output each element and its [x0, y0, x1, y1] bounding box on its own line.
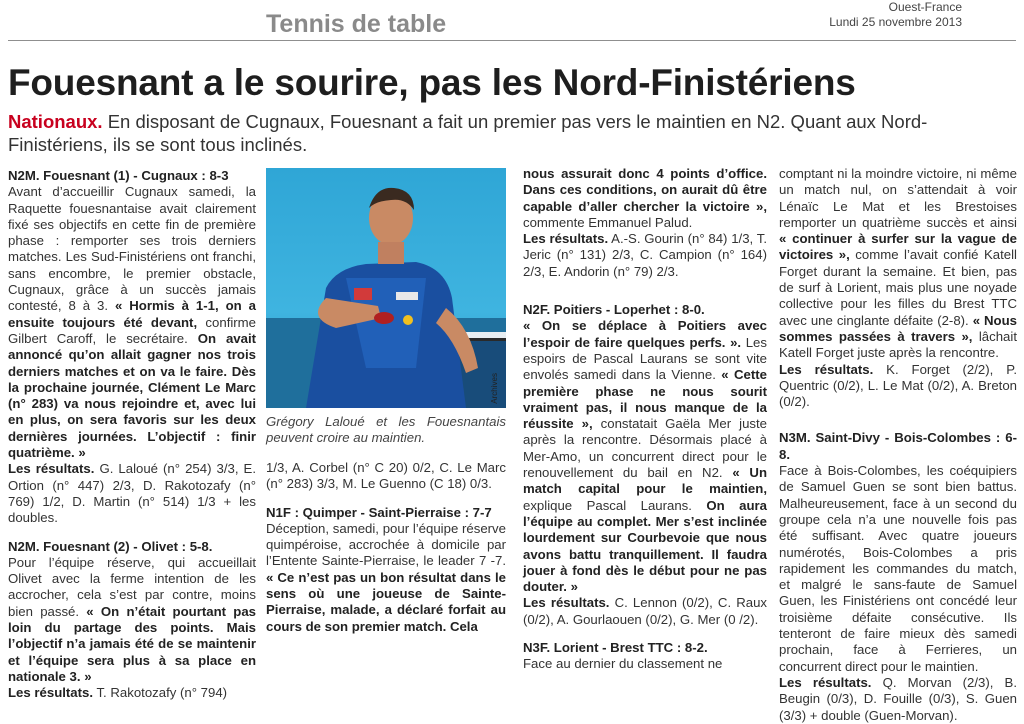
paragraph: Pour l’équipe réserve, qui accueillait Olivet avec la ferme intention de les accrocher, cela s’est par contre, moins bien passé. « On n’était pourtant pas loin du partage des points. Mais l’objectif n’a jamais été de se maintenir et l’équipe sera plus à sa place en nationale 3. » [8, 554, 256, 684]
header-rule [8, 40, 1016, 41]
newspaper-info [829, 0, 962, 30]
publication-date: Lundi 25 novembre 2013 [829, 15, 962, 29]
results: Les résultats. C. Lennon (0/2), C. Raux (0/2), A. Gourlaouen (0/2), G. Mer (0 /2). [523, 595, 768, 627]
match-title: N1F : Quimper - Saint-Pierraise : 7-7 [266, 504, 492, 520]
column-1 [8, 168, 256, 702]
match-title: N2M. Fouesnant (1) - Cugnaux : 8-3 [8, 168, 229, 183]
match-title: N2F. Poitiers - Loperhet : 8-0. [523, 302, 705, 318]
paragraph: nous assurait donc 4 points d’office. Dans ces conditions, on aurait dû être capable d’aller chercher la victoire », commente Emmanuel Palud. [523, 166, 767, 230]
photo-caption: Grégory Laloué et les Fouesnantais peuvent croire au maintien. [266, 414, 506, 445]
column-2 [266, 168, 506, 635]
article-headline: Fouesnant a le sourire, pas les Nord-Finistériens [8, 62, 856, 103]
results: Les résultats. K. Forget (2/2), P. Quentric (0/2), L. Le Mat (0/2), A. Breton (0/2). [779, 361, 1017, 410]
paragraph: « On se déplace à Poitiers avec l’espoir de faire quelques perfs. ». Les espoirs de Pascal Laurans se sont vite envolés samedi dans la Vienne. « Cette première phase ne nous sourit vraiment pas, il nous manque de la réussite », constatait Gaëla Mer juste après la rencontre. Désormais placé à Mer-Amo, un concurrent direct pour le renouvellement du bail en N2. « Un match capital pour le maintien, explique Pascal Laurans. On aura l’équipe au complet. Mer s’est inclinée lourdement sur Courbevoie que nous avons battu tranquillement. Il faudra jouer à fond dès le début pour ne pas douter. » [523, 318, 768, 595]
intro-text: En disposant de Cugnaux, Fouesnant a fait un premier pas vers le maintien en N2. Quant aux Nord-Finistériens, ils se sont tous inclinés. [8, 111, 928, 155]
paragraph: comptant ni la moindre victoire, ni même un match nul, on s’attendait à voir Lénaïc Le Mat et les Brestoises remporter un quatrième succès et ainsi « continuer à surfer sur la vague de victoires », comme l’avait confié Katell Forget durant la semaine. Et bien, pas de surf à Lorient, mais plus une noyade collective pour les filles du Brest TTC avec une cinglante défaite (2-8). « Nous sommes passées à travers », lâchait Katell Forget juste après la rencontre. [779, 166, 1018, 361]
results: Les résultats. A.-S. Gourin (n° 84) 1/3, T. Jeric (n° 131) 2/3, C. Campion (n° 164) 2/3, E. Andorin (n° 79) 2/3. [523, 231, 767, 279]
intro-kicker: Nationaux. [8, 111, 103, 132]
match-title: N3F. Lorient - Brest TTC : 8-2. [523, 640, 708, 656]
article-intro [8, 110, 1008, 156]
paragraph: Déception, samedi, pour l’équipe réserve quimpéroise, accrochée à domicile par l’Entente Sainte-Pierraise, le leader 7 -7. « Ce n’est pas un bon résultat dans le sens où une joueuse de Sainte-Pierraise, malade, a déclaré forfait au cours de son premier match. Cela [266, 520, 506, 634]
photo-illustration [266, 168, 506, 408]
results: Les résultats. Q. Morvan (2/3), B. Beugin (0/3), D. Fouille (0/3), S. Guen (3/3) + double (Guen-Morvan). [779, 674, 1017, 723]
column-4 [779, 166, 1017, 724]
column-3 [523, 166, 767, 673]
newspaper-name: Ouest-France [888, 0, 962, 14]
player-photo [266, 168, 506, 408]
match-title: N3M. Saint-Divy - Bois-Colombes : 6-8. [779, 430, 1017, 462]
results: Les résultats. G. Laloué (n° 254) 3/3, E. Ortion (n° 447) 2/3, D. Rakotozafy (n° 769) 1/2, D. Martin (n° 514) 1/3 + les doubles. [8, 461, 256, 526]
section-title: Tennis de table [266, 10, 447, 38]
paragraph: Face au dernier du classement ne [523, 656, 723, 672]
photo-credit: Archives [489, 373, 499, 404]
match-title: N2M. Fouesnant (2) - Olivet : 5-8. [8, 538, 213, 554]
paragraph: Avant d’accueillir Cugnaux samedi, la Raquette fouesnantaise avait clairement fixé ses objectifs en cette fin de première phase : remporter ses trois derniers matches. Les Sud-Finistériens ont franchi, sans encombre, le premier obstacle, Cugnaux, grâce à un succès jamais contesté, 8 à 3. « Hormis à 1-1, on a ensuite toujours été devant, confirme Gilbert Caroff, le secrétaire. On avait annoncé qu’on allait gagner nos trois derniers matches et on va le faire. Dès la prochaine journée, Clément Le Marc (n° 283) va nous rejoindre et, avec lui en plus, on sera favoris sur les deux dernières journées. L’objectif : finir quatrième. » [8, 184, 256, 461]
paragraph: Face à Bois-Colombes, les coéquipiers de Samuel Guen se sont bien battus. Malheureusement, face à un second du groupe cela n’a une nouvelle fois pas été suffisant. Avec quatre joueurs numérotés, Bois-Colombes a pris rapidement les commandes du match, et malgré le sans-faute de Samuel Guen, les Finistériens ont concédé leur troisième défaite consécutive. Ils tenteront de faire mieux dès samedi prochain, face à Ferrieres, un concurrent direct pour le maintien. [779, 463, 1017, 674]
paragraph: 1/3, A. Corbel (n° C 20) 0/2, C. Le Marc (n° 283) 3/3, M. Le Guenno (C 18) 0/3. [266, 460, 506, 492]
results: Les résultats. T. Rakotozafy (n° 794) [8, 685, 228, 701]
